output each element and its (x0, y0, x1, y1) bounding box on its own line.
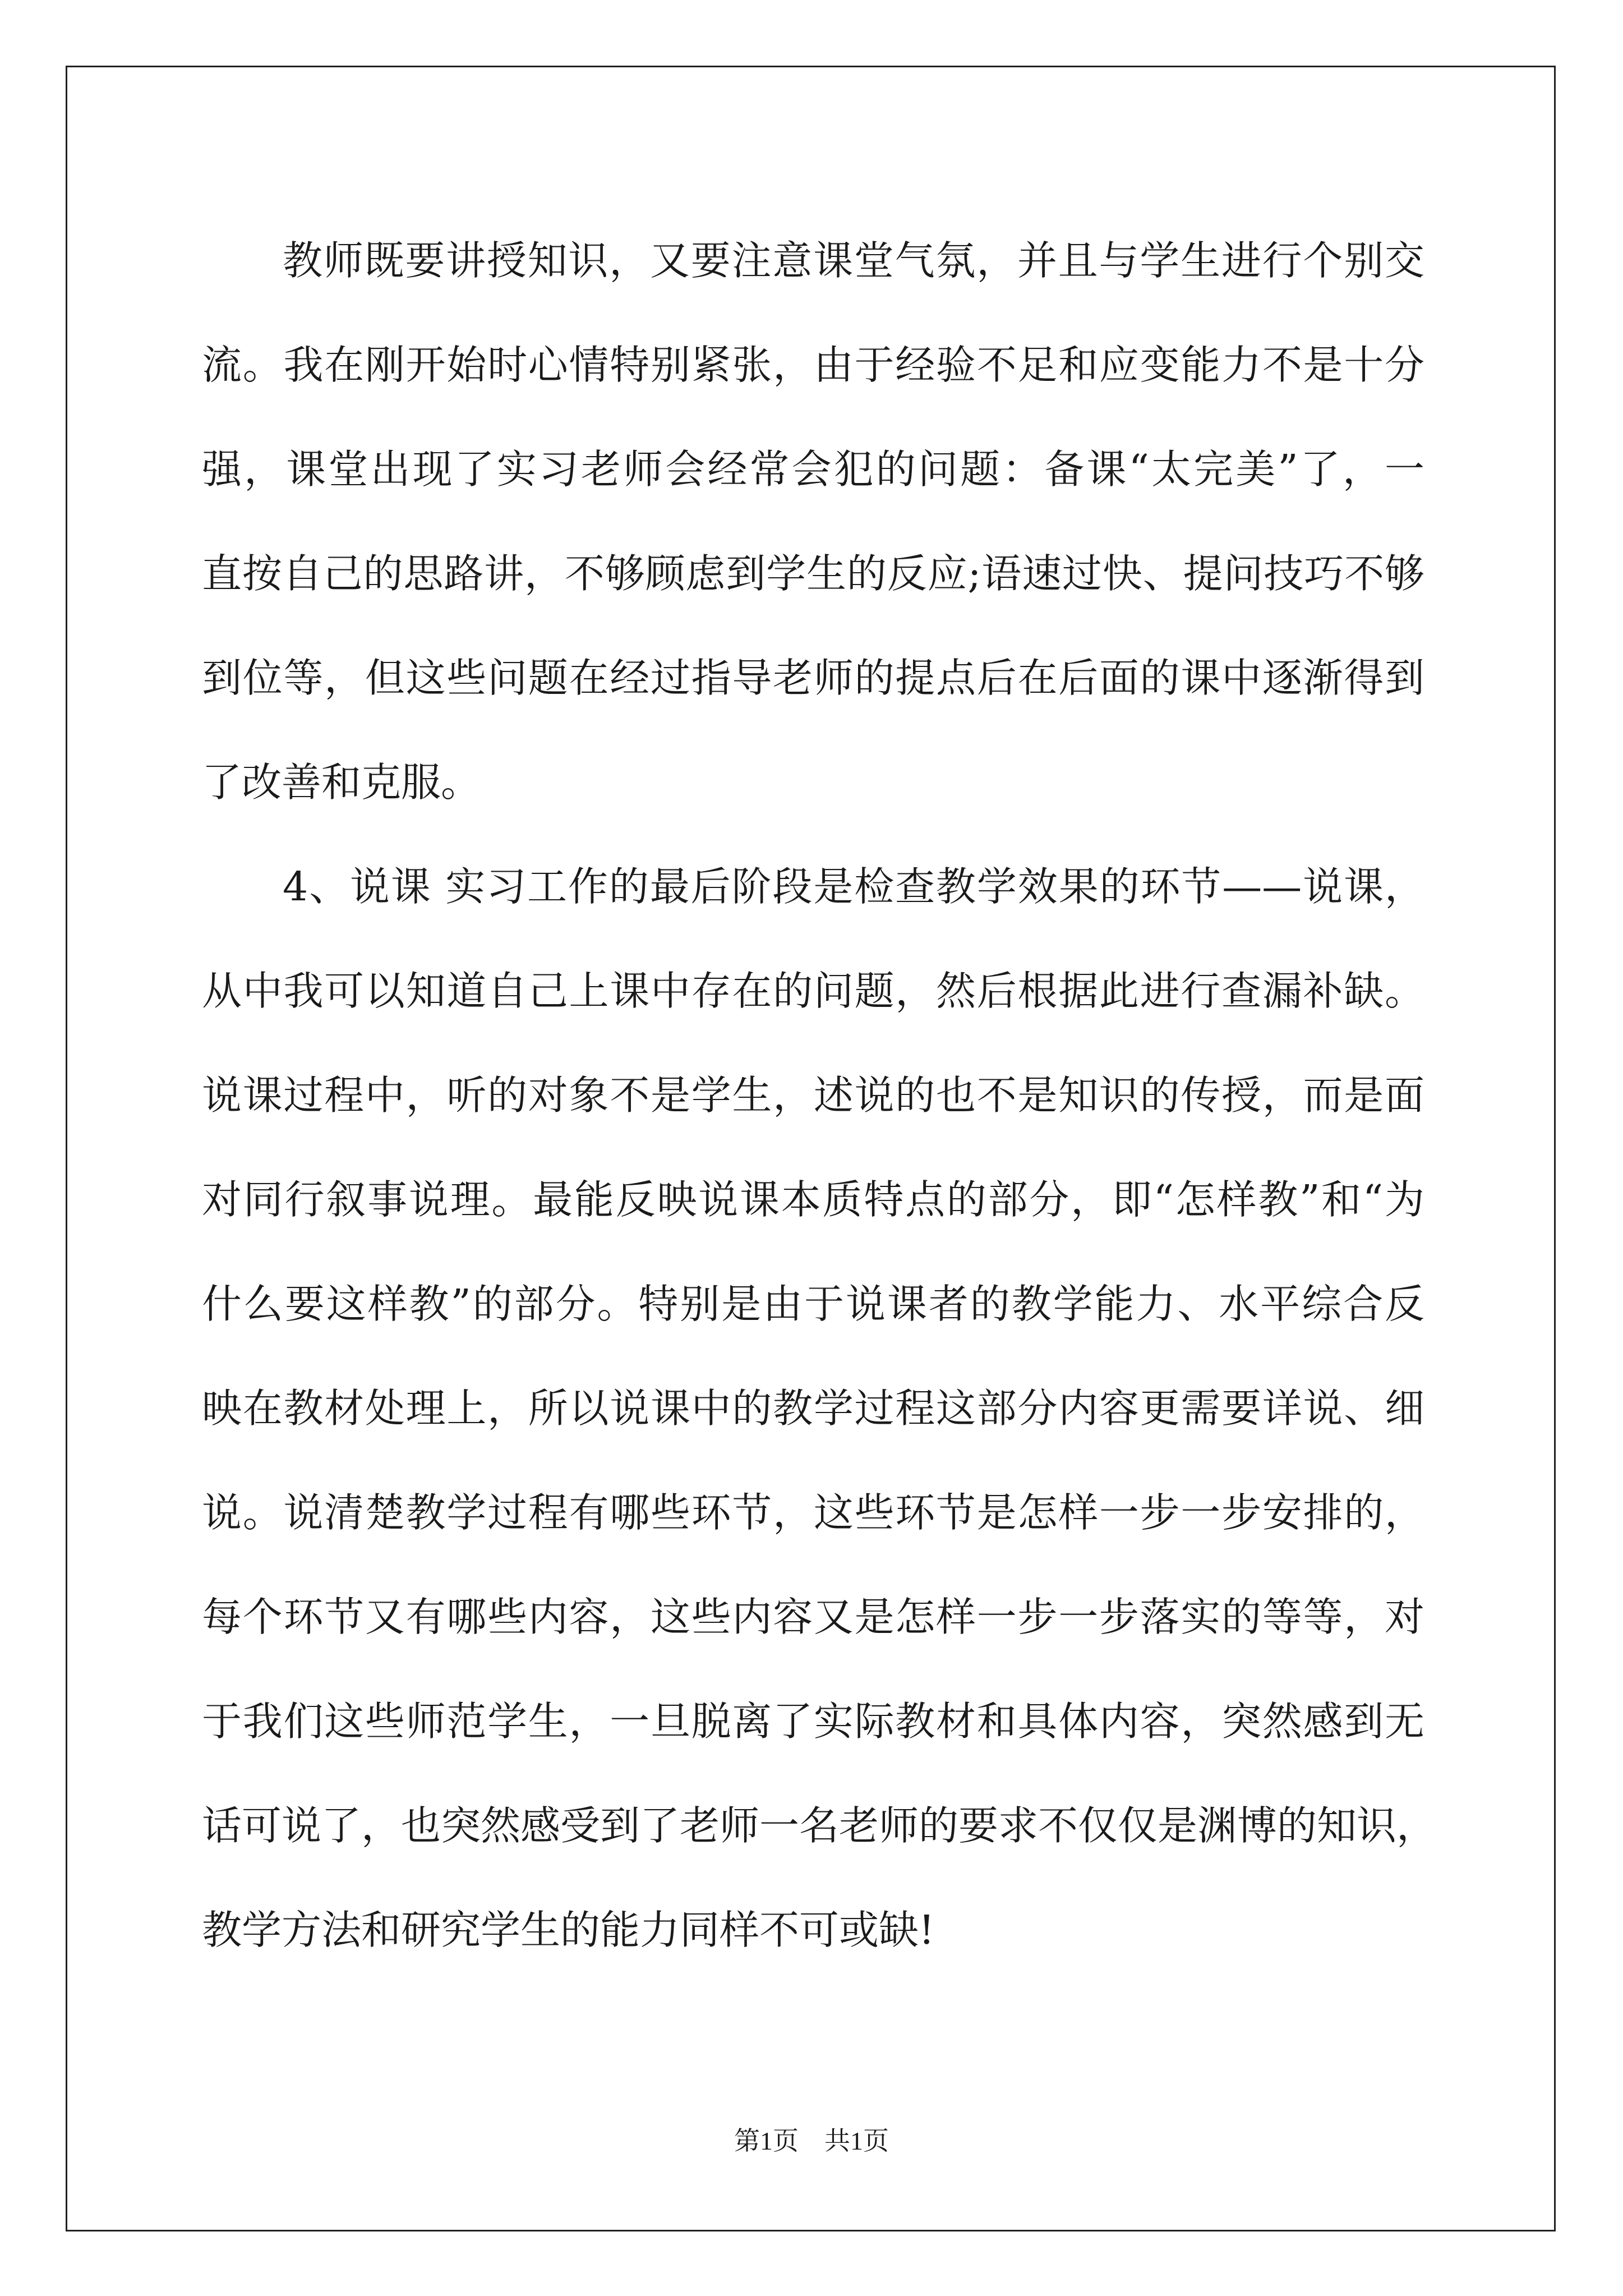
paragraph-2-line-4: 对同行叙事说理。最能反映说课本质特点的部分，即“怎样教”和“为 (202, 1176, 1424, 1223)
paragraph-2-line-10: 话可说了，也突然感受到了老师一名老师的要求不仅仅是渊博的知识， (202, 1802, 1437, 1849)
page-number: 第1页 (734, 2127, 799, 2155)
paragraph-1-line-4: 直按自己的思路讲，不够顾虑到学生的反应;语速过快、提问技巧不够 (202, 550, 1424, 597)
document-body (202, 209, 1437, 1982)
paragraph-2-line-3: 说课过程中，听的对象不是学生，述说的也不是知识的传授，而是面 (202, 1072, 1424, 1119)
paragraph-1-line-6: 了改善和克服。 (202, 759, 481, 806)
paragraph-2-line-1: 4、说课 实习工作的最后阶段是检查教学效果的环节——说课， (283, 863, 1424, 910)
paragraph-1-line-3: 强，课堂出现了实习老师会经常会犯的问题：备课“太完美”了，一 (202, 446, 1424, 493)
paragraph-2-line-11: 教学方法和研究学生的能力同样不可或缺! (202, 1907, 935, 1953)
paragraph-1-line-5: 到位等，但这些问题在经过指导老师的提点后在后面的课中逐渐得到 (202, 655, 1424, 701)
paragraph-2-line-6: 映在教材处理上，所以说课中的教学过程这部分内容更需要详说、细 (202, 1385, 1424, 1432)
paragraph-2-line-8: 每个环节又有哪些内容，这些内容又是怎样一步一步落实的等等，对 (202, 1594, 1424, 1640)
paragraph-2-line-5: 什么要这样教”的部分。特别是由于说课者的教学能力、水平综合反 (202, 1281, 1424, 1327)
paragraph-2-line-2: 从中我可以知道自己上课中存在的问题，然后根据此进行查漏补缺。 (202, 968, 1424, 1014)
paragraph-2-line-9: 于我们这些师范学生，一旦脱离了实际教材和具体内容，突然感到无 (202, 1698, 1424, 1745)
paragraph-2-line-7: 说。说清楚教学过程有哪些环节，这些环节是怎样一步一步安排的， (202, 1489, 1424, 1536)
paragraph-1-line-2: 流。我在刚开始时心情特别紧张，由于经验不足和应变能力不是十分 (202, 342, 1424, 388)
paragraph-1-line-1: 教师既要讲授知识，又要注意课堂气氛，并且与学生进行个别交 (283, 237, 1424, 284)
page-footer (0, 2120, 1623, 2157)
page-total: 共1页 (824, 2127, 889, 2155)
